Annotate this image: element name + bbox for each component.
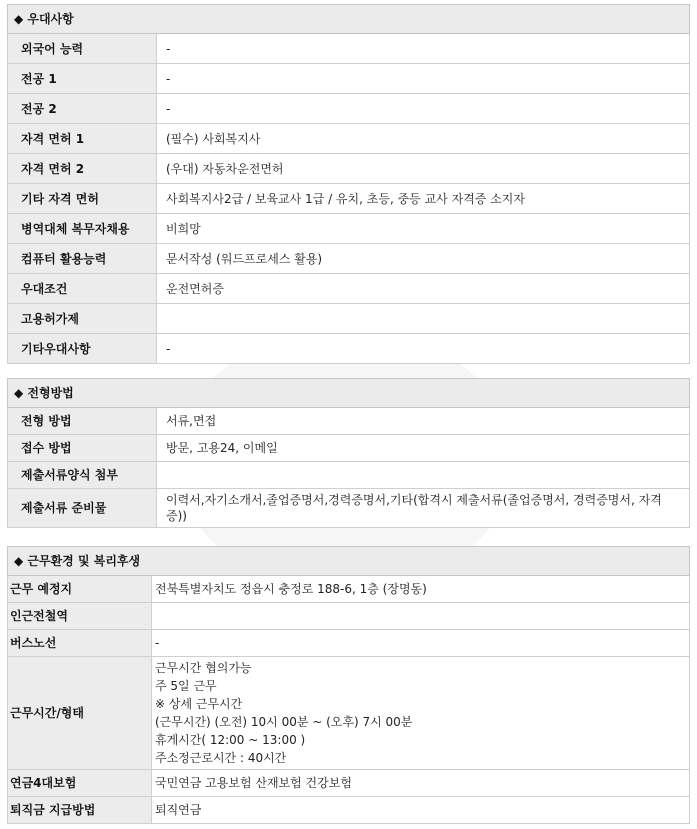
table-row xyxy=(8,576,690,603)
table-row xyxy=(8,184,690,214)
row-label: 연금4대보험 xyxy=(8,770,152,797)
row-label: 컴퓨터 활용능력 xyxy=(8,244,157,274)
table-row xyxy=(8,214,690,244)
work-environment-section xyxy=(7,546,690,824)
row-value xyxy=(152,657,690,770)
work-hours-line: 주 5일 근무 xyxy=(155,679,217,693)
selection-method-section xyxy=(7,378,690,528)
row-label: 버스노선 xyxy=(8,630,152,657)
row-label: 외국어 능력 xyxy=(8,34,157,64)
row-value: - xyxy=(157,64,690,94)
table-row xyxy=(8,408,690,435)
row-label: 전공 1 xyxy=(8,64,157,94)
row-value: 서류,면접 xyxy=(157,408,690,435)
table-row xyxy=(8,304,690,334)
row-label: 기타 자격 면허 xyxy=(8,184,157,214)
row-label: 자격 면허 1 xyxy=(8,124,157,154)
row-label: 근무시간/형태 xyxy=(8,657,152,770)
table-row xyxy=(8,64,690,94)
row-value: - xyxy=(157,334,690,364)
row-label: 제출서류양식 첨부 xyxy=(8,462,157,489)
row-value: 전북특별자치도 정읍시 충정로 188-6, 1층 (장명동) xyxy=(152,576,690,603)
row-label: 접수 방법 xyxy=(8,435,157,462)
row-label: 퇴직금 지급방법 xyxy=(8,797,152,824)
row-value: 방문, 고용24, 이메일 xyxy=(157,435,690,462)
row-label: 근무 예정지 xyxy=(8,576,152,603)
section-title: ◆ 전형방법 xyxy=(8,379,690,408)
row-value: 이력서,자기소개서,졸업증명서,경력증명서,기타(합격시 제출서류(졸업증명서, 경력증명서, 자격증)) xyxy=(157,489,690,528)
row-value: 퇴직연금 xyxy=(152,797,690,824)
work-hours-line: 휴게시간( 12:00 ~ 13:00 ) xyxy=(155,733,306,747)
row-label: 전공 2 xyxy=(8,94,157,124)
row-label: 자격 면허 2 xyxy=(8,154,157,184)
table-row xyxy=(8,94,690,124)
row-label: 인근전철역 xyxy=(8,603,152,630)
table-row xyxy=(8,489,690,528)
row-label: 제출서류 준비물 xyxy=(8,489,157,528)
row-value: - xyxy=(157,94,690,124)
row-value xyxy=(152,603,690,630)
table-row xyxy=(8,603,690,630)
work-hours-line: 근무시간 협의가능 xyxy=(155,661,252,675)
table-row xyxy=(8,770,690,797)
table-row xyxy=(8,154,690,184)
row-value: 운전면허증 xyxy=(157,274,690,304)
row-label: 병역대체 복무자채용 xyxy=(8,214,157,244)
row-value: - xyxy=(157,34,690,64)
table-row xyxy=(8,124,690,154)
work-hours-line: (근무시간) (오전) 10시 00분 ~ (오후) 7시 00분 xyxy=(155,715,413,729)
table-row xyxy=(8,274,690,304)
row-value: 사회복지사2급 / 보육교사 1급 / 유치, 초등, 중등 교사 자격증 소지자 xyxy=(157,184,690,214)
section-title: ◆ 근무환경 및 복리후생 xyxy=(8,547,690,576)
row-value: (우대) 자동차운전면허 xyxy=(157,154,690,184)
table-row xyxy=(8,630,690,657)
table-row xyxy=(8,435,690,462)
table-row xyxy=(8,34,690,64)
row-label: 고용허가제 xyxy=(8,304,157,334)
row-value: - xyxy=(152,630,690,657)
work-hours-line: 주소정근로시간 : 40시간 xyxy=(155,751,287,765)
table-row xyxy=(8,657,690,770)
row-value: 국민연금 고용보험 산재보험 건강보험 xyxy=(152,770,690,797)
row-label: 전형 방법 xyxy=(8,408,157,435)
work-hours-line: ※ 상세 근무시간 xyxy=(155,697,243,711)
table-row xyxy=(8,244,690,274)
row-value xyxy=(157,304,690,334)
table-row xyxy=(8,334,690,364)
row-label: 기타우대사항 xyxy=(8,334,157,364)
row-value xyxy=(157,462,690,489)
row-label: 우대조건 xyxy=(8,274,157,304)
table-row xyxy=(8,462,690,489)
preferences-section xyxy=(7,4,690,364)
row-value: 비희망 xyxy=(157,214,690,244)
row-value: 문서작성 (워드프로세스 활용) xyxy=(157,244,690,274)
row-value: (필수) 사회복지사 xyxy=(157,124,690,154)
table-row xyxy=(8,797,690,824)
section-title: ◆ 우대사항 xyxy=(8,5,690,34)
